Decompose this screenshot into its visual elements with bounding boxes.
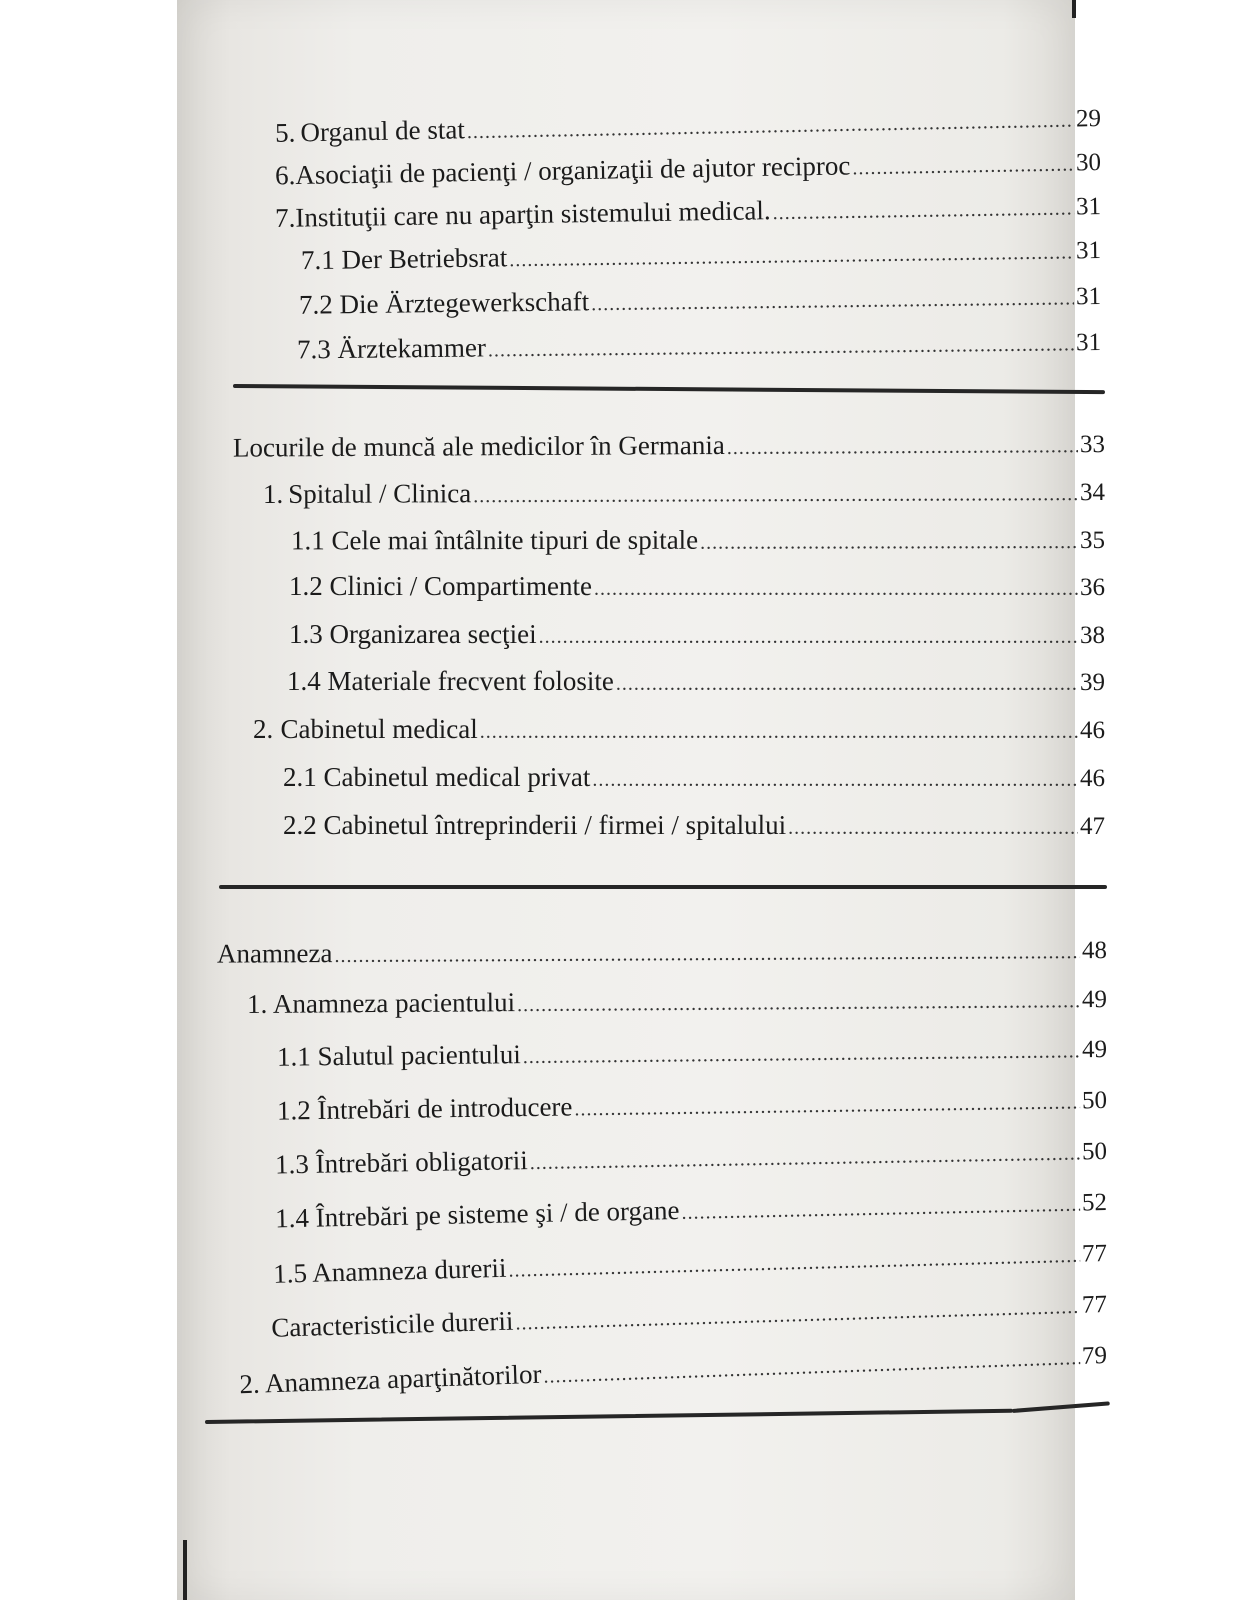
toc-entry (275, 100, 1102, 153)
toc-entry-title: 2.1 Cabinetul medical privat (283, 762, 591, 792)
toc-leader-dots (488, 327, 1074, 367)
toc-entry-page: 31 (1075, 193, 1102, 221)
toc-entry (283, 808, 1105, 845)
toc-leader-dots (530, 1136, 1081, 1180)
toc-entry (275, 188, 1101, 238)
toc-entry (217, 932, 1107, 974)
toc-leader-dots (591, 281, 1074, 321)
toc-leader-dots (772, 191, 1074, 230)
toc-leader-dots (594, 572, 1078, 606)
toc-entry (283, 760, 1105, 797)
toc-entry (275, 1133, 1108, 1185)
toc-entry (291, 522, 1105, 560)
toc-entry-page: 77 (1081, 1291, 1108, 1319)
toc-entry (297, 324, 1101, 369)
toc-leader-dots (517, 984, 1080, 1022)
toc-entry (277, 1031, 1107, 1077)
toc-entry-number: 7. (274, 202, 296, 233)
toc-entry-title: Spitalul / Clinica (288, 478, 472, 509)
toc-entry-page: 47 (1080, 813, 1105, 840)
section-divider (1012, 1401, 1110, 1413)
toc-entry-number: 2. (238, 1368, 261, 1400)
toc-entry (275, 1184, 1108, 1238)
toc-entry-page: 46 (1080, 765, 1105, 792)
section-divider (205, 1409, 1013, 1424)
toc-leader-dots (616, 667, 1078, 701)
toc-entry (289, 569, 1105, 606)
toc-leader-dots (473, 477, 1078, 513)
toc-entry-title: 1.1 Cele mai întâlnite tipuri de spitale (290, 524, 699, 556)
toc-entry-title: Caracteristicile durerii (270, 1305, 514, 1343)
toc-entry-title: Organul de stat (300, 114, 466, 148)
toc-leader-dots (700, 525, 1078, 560)
toc-leader-dots (788, 811, 1078, 845)
toc-entry-page: 31 (1075, 329, 1102, 357)
toc-entry-page: 50 (1081, 1138, 1108, 1166)
toc-entry-number: 2. (253, 714, 274, 744)
toc-entry (253, 712, 1105, 749)
toc-entry (289, 617, 1105, 654)
toc-entry-page: 36 (1080, 574, 1105, 601)
toc-leader-dots (480, 715, 1078, 749)
toc-entry-number: 6. (274, 160, 296, 191)
toc-entry (273, 1235, 1108, 1294)
toc-entry (263, 474, 1105, 514)
toc-entry (277, 1082, 1107, 1131)
toc-entry-page: 35 (1079, 527, 1106, 555)
toc-entry-title: 7.1 Der Betriebsrat (300, 242, 508, 276)
toc-entry-title: 1.4 Întrebări pe sisteme şi / de organe (274, 1194, 680, 1234)
toc-leader-dots (515, 1290, 1081, 1341)
toc-entry-page: 79 (1081, 1342, 1108, 1370)
toc-entry-title: 1.1 Salutul pacientului (276, 1039, 521, 1072)
toc-entry-page: 49 (1081, 986, 1108, 1014)
toc-entry-title: 1.2 Întrebări de introducere (276, 1091, 573, 1126)
toc-entry-title: 2.2 Cabinetul întreprinderii / firmei / spitalului (283, 810, 787, 840)
toc-entry-page: 34 (1079, 479, 1106, 507)
toc-leader-dots (852, 147, 1074, 185)
toc-entry-page: 39 (1080, 669, 1105, 696)
toc-entry-page: 50 (1081, 1087, 1108, 1115)
toc-entry-page: 31 (1075, 237, 1102, 265)
toc-entry (301, 232, 1101, 280)
toc-entry (239, 1337, 1108, 1404)
toc-entry-number: 1. (246, 988, 268, 1020)
section-divider (233, 384, 1105, 394)
toc-entry-title: 1.3 Organizarea secţiei (289, 619, 537, 649)
toc-entry-page: 46 (1080, 717, 1105, 744)
toc-entry-page: 48 (1081, 937, 1108, 965)
toc-entry-title: 1.2 Clinici / Compartimente (289, 571, 592, 601)
toc-entry-title: 1.5 Anamneza durerii (272, 1252, 507, 1289)
toc-leader-dots (539, 620, 1078, 654)
section-divider (219, 885, 1107, 889)
toc-leader-dots (509, 235, 1074, 277)
toc-leader-dots (727, 429, 1078, 465)
toc-leader-dots (592, 763, 1078, 797)
toc-entry (233, 426, 1105, 468)
toc-entry-title: Asociaţii de pacienţi / organizaţii de ajutor reciproc (295, 150, 851, 191)
toc-entry-page: 38 (1080, 622, 1105, 649)
toc-leader-dots (543, 1341, 1081, 1394)
toc-entry (247, 981, 1107, 1024)
toc-entry-page: 49 (1081, 1036, 1108, 1064)
toc-entry-title: Locurile de muncă ale medicilor în Germania (232, 429, 725, 463)
toc-entry-page: 77 (1081, 1240, 1108, 1268)
toc-entry (275, 144, 1102, 195)
toc-entry (287, 664, 1105, 701)
toc-entry-title: 7.2 Die Ärztegewerkschaft (298, 286, 590, 320)
toc-leader-dots (523, 1034, 1081, 1074)
toc-leader-dots (334, 935, 1080, 973)
table-of-contents (177, 0, 1108, 1600)
toc-entry-page: 31 (1075, 283, 1102, 311)
toc-entry-title: 1.4 Materiale frecvent folosite (287, 666, 614, 696)
toc-entry-page: 52 (1081, 1189, 1108, 1217)
toc-entry-title: Anamneza (216, 938, 333, 969)
toc-entry-number: 1. (262, 478, 284, 509)
toc-entry-title: 1.3 Întrebări obligatorii (274, 1145, 529, 1180)
toc-entry-title: Cabinetul medical (280, 714, 478, 744)
toc-entry-title: Anamneza aparţinătorilor (264, 1358, 542, 1399)
toc-entry-title: 7.3 Ärztekammer (296, 332, 487, 365)
toc-entry-page: 30 (1075, 149, 1102, 177)
toc-entry (271, 1286, 1108, 1348)
toc-leader-dots (681, 1188, 1080, 1230)
toc-entry-title: Instituţii care nu aparţin sistemului medical. (295, 195, 771, 233)
toc-leader-dots (574, 1085, 1080, 1126)
toc-entry (299, 278, 1101, 325)
toc-entry-title: Anamneza pacientului (272, 987, 516, 1019)
toc-leader-dots (467, 104, 1075, 150)
toc-leader-dots (508, 1239, 1081, 1288)
toc-entry-page: 33 (1079, 431, 1106, 459)
toc-entry-number: 5. (274, 117, 296, 148)
toc-entry-page: 29 (1075, 105, 1102, 133)
